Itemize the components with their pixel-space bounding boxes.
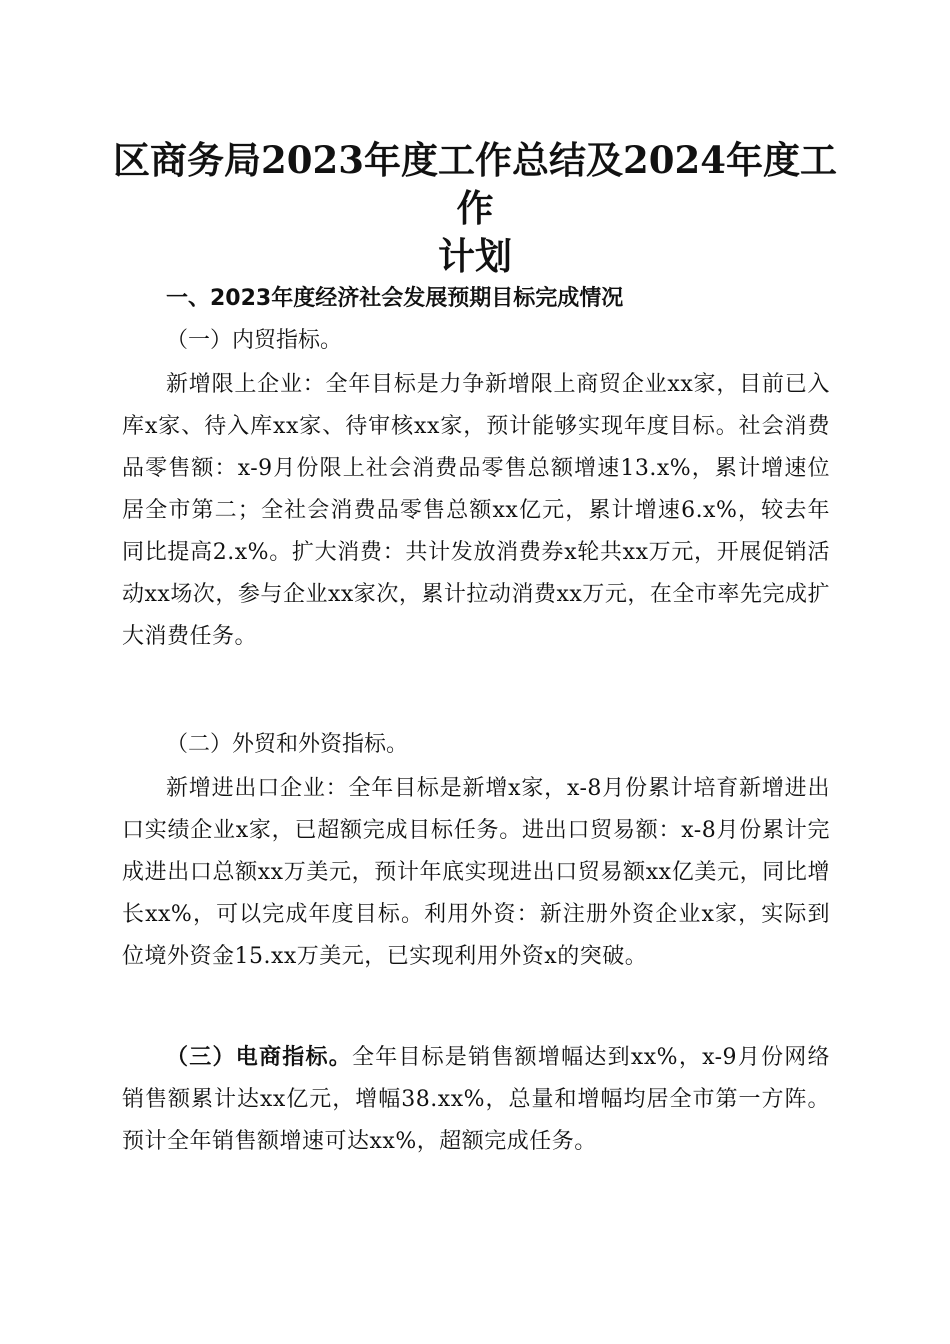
paragraph-ecommerce <box>122 1036 830 1163</box>
subsection-heading-foreign-trade: （二）外贸和外资指标。 <box>166 732 409 757</box>
subsection-heading-domestic-trade: （一）内贸指标。 <box>166 328 343 353</box>
paragraph-domestic-trade: 新增限上企业：全年目标是力争新增限上商贸企业xx家，目前已入库x家、待入库xx家、待审核xx家，预计能够实现年度目标。社会消费品零售额：x-9月份限上社会消费品零售总额增速13.x%，累计增速位居全市第二；全社会消费品零售总额xx亿元，累计增速6.x%，较去年同比提高2.x%。扩大消费：共计发放消费券x轮共xx万元，开展促销活动xx场次，参与企业xx家次，累计拉动消费xx万元，在全市率先完成扩大消费任务。 <box>122 372 830 649</box>
title-line-1: 区商务局2023年度工作总结及2024年度工作 <box>113 138 837 230</box>
document-title <box>100 136 850 280</box>
subsection-heading-ecommerce: （三）电商指标。 <box>166 1044 352 1070</box>
paragraph-foreign-trade: 新增进出口企业：全年目标是新增x家，x-8月份累计培育新增进出口实绩企业x家，已超额完成目标任务。进出口贸易额：x-8月份累计完成进出口总额xx万美元，预计年底实现进出口贸易额xx亿美元，同比增长xx%，可以完成年度目标。利用外资：新注册外资企业x家，实际到位境外资金15.xx万美元，已实现利用外资x的突破。 <box>122 776 830 969</box>
paragraph-ecommerce-body: 全年目标是销售额增幅达到xx%，x-9月份网络销售额累计达xx亿元，增幅38.xx%，总量和增幅均居全市第一方阵。预计全年销售额增速可达xx%，超额完成任务。 <box>122 1045 830 1154</box>
section-heading-1: 一、2023年度经济社会发展预期目标完成情况 <box>166 286 624 311</box>
title-line-2: 计划 <box>438 234 512 278</box>
